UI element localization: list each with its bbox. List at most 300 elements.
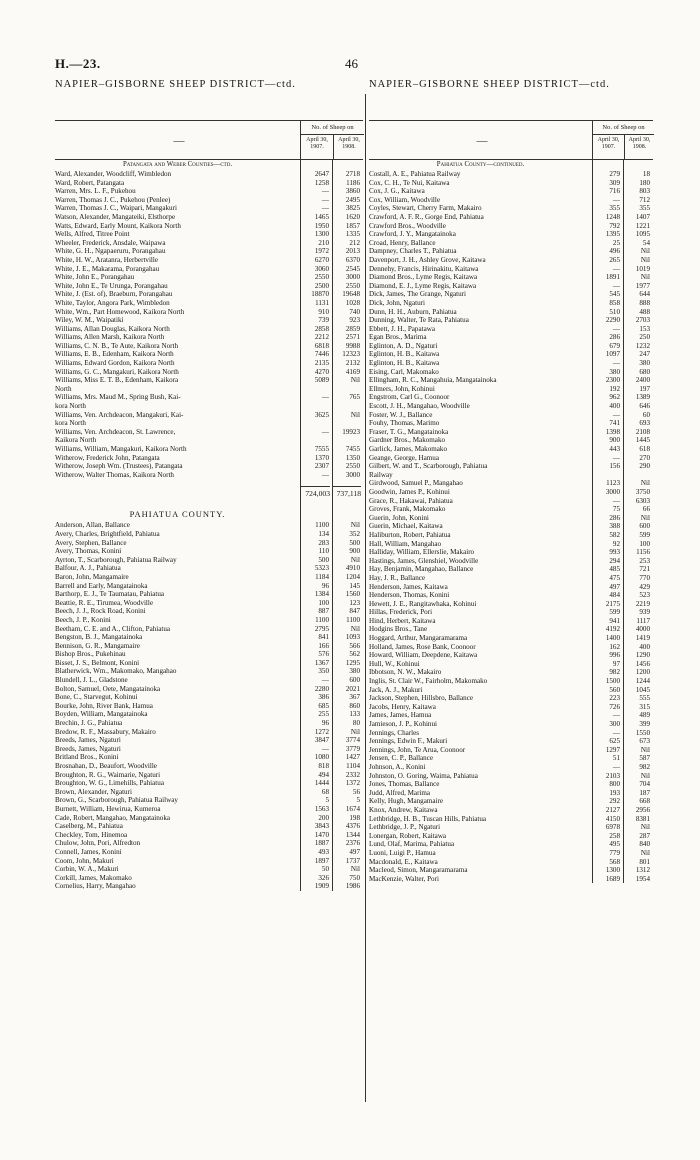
table-row	[369, 299, 653, 308]
sheep-1908: 1204	[345, 572, 360, 581]
year-1907-header: April 30, 1907.	[597, 137, 620, 150]
table-row	[55, 788, 363, 797]
table-row	[369, 686, 653, 695]
table-row	[369, 376, 653, 385]
table-row	[369, 651, 653, 660]
sheep-1908: 523	[639, 591, 650, 600]
owner-name: Caselberg, M., Pahiatua	[55, 822, 123, 831]
table-row	[55, 796, 363, 805]
sheep-1908: 488	[639, 307, 650, 316]
table-row	[55, 428, 363, 437]
sheep-1907: 576	[318, 650, 329, 659]
sheep-1907: 1097	[605, 350, 620, 359]
table-row	[55, 848, 363, 857]
table-row	[55, 247, 363, 256]
sheep-1907: —	[612, 711, 620, 720]
sheep-1908: 566	[349, 641, 360, 650]
sheep-1907: 2500	[314, 281, 329, 290]
sheep-1908: 1093	[345, 633, 360, 642]
sheep-1907: 2127	[605, 805, 620, 814]
sheep-1907: 7446	[314, 350, 329, 359]
sheep-1907: 68	[321, 787, 329, 796]
sheep-1907: 741	[609, 419, 620, 428]
sheep-1908: 599	[639, 530, 650, 539]
sheep-1907: 6270	[314, 255, 329, 264]
sheep-1908: 3774	[345, 736, 360, 745]
table-row	[369, 170, 653, 179]
sheep-1908: 1104	[346, 762, 360, 770]
sheep-1908: 2956	[635, 805, 650, 814]
sheep-1907: 510	[609, 307, 620, 316]
right-column-title: NAPIER–GISBORNE SHEEP DISTRICT—ctd.	[369, 79, 610, 90]
table-row	[369, 265, 653, 274]
sheep-1908: 489	[639, 711, 650, 720]
spacer	[55, 479, 363, 486]
sheep-1907: 800	[609, 780, 620, 789]
left-table-header	[55, 120, 363, 160]
sheep-1908: 2495	[345, 195, 360, 204]
sheep-1907: 75	[612, 505, 620, 514]
sheep-1908: Nil	[640, 823, 650, 832]
sheep-1908: 187	[639, 788, 650, 797]
sheep-1908: 2013	[345, 247, 360, 256]
owner-name: Davenport, J. H., Ashley Grove, Kaitawa	[369, 255, 486, 264]
sheep-1907: —	[612, 264, 620, 273]
sheep-1908: 7455	[345, 445, 360, 453]
sheep-1908: 1045	[635, 685, 650, 694]
owner-name: Hay, J. R., Ballance	[369, 573, 426, 582]
sheep-1907: 1100	[315, 615, 329, 624]
table-row	[55, 359, 363, 368]
total-1907: 724,003	[300, 486, 330, 501]
sheep-1908: Nil	[350, 555, 360, 564]
sheep-1907: 494	[318, 770, 329, 779]
owner-name: Jones, Thomas, Ballance	[369, 780, 440, 789]
sheep-1907: 350	[318, 667, 329, 676]
sheep-1907: 1897	[314, 856, 329, 865]
table-row	[55, 814, 363, 823]
sheep-1908: 673	[639, 737, 650, 746]
table-row	[55, 521, 363, 530]
sheep-1907: 484	[609, 591, 620, 600]
owner-name: Dunning, Walter, Te Rata, Pahiatua	[369, 316, 469, 325]
owner-name: Connell, James, Konini	[55, 847, 122, 856]
table-row	[369, 222, 653, 231]
owner-name: Groves, Frank, Makomako	[369, 505, 446, 514]
owner-name: Williams, Allen Marsh, Kaikora North	[55, 333, 165, 342]
table-row	[55, 299, 363, 308]
table-row	[369, 497, 653, 506]
sheep-1907: 1395	[605, 230, 620, 239]
owner-name: Britland Bros., Konini	[55, 753, 119, 762]
sheep-1908: 4000	[635, 625, 650, 634]
owner-name: Egan Bros., Marima	[369, 333, 427, 342]
sheep-1908: 500	[349, 538, 360, 547]
sheep-1908: 923	[349, 316, 360, 325]
table-row	[369, 531, 653, 540]
sheep-1907: 910	[318, 307, 329, 316]
sheep-1907: —	[612, 324, 620, 333]
owner-name: Avery, Charles, Brightfield, Pahiatua	[55, 529, 160, 538]
sheep-1907: 92	[612, 539, 620, 548]
table-row	[55, 865, 363, 874]
owner-name: Williams, Mrs. Maud M., Spring Bush, Kai-	[55, 393, 181, 402]
table-row	[55, 342, 363, 351]
owner-name: Brown, G., Scarborough, Pahiatua Railway	[55, 796, 178, 805]
table-row	[55, 745, 363, 754]
table-row	[369, 772, 653, 781]
owner-name: Bennison, G. R., Mangamaire	[55, 641, 140, 650]
owner-name: Howard, William, Deepdene, Kaitawa	[369, 651, 478, 660]
owner-name: Ayrton, T., Scarborough, Pahiatua Railway	[55, 555, 177, 564]
owner-name: Jennings, John, Te Arua, Coonoor	[369, 745, 466, 754]
owner-name: Witherow, Joseph Wm. (Trustees), Patangata	[55, 462, 183, 471]
sheep-1907: 4192	[605, 625, 620, 634]
sheep-1907: 96	[321, 581, 329, 590]
owner-name: Ellmers, John, Kohinui	[369, 384, 435, 393]
sheep-1908: 145	[349, 581, 360, 590]
sheep-1907: 1300	[314, 230, 329, 239]
sheep-1907: 4150	[605, 814, 620, 823]
owner-name: White, J. (Est. of), Braeburn, Porangahau	[55, 290, 173, 299]
section-heading: PAHIATUA COUNTY.	[129, 509, 226, 520]
sheep-1907: 4270	[314, 367, 329, 376]
sheep-1907: 96	[321, 719, 329, 728]
sheep-1907: 386	[318, 693, 329, 702]
owner-name: kora North	[55, 419, 86, 428]
owner-name: Witherow, Frederick John, Patangata	[55, 453, 160, 462]
sheep-1908: 1977	[635, 281, 650, 290]
sheep-1908: 2132	[345, 359, 360, 368]
owner-name: Hastings, James, Glenshiel, Woodville	[369, 556, 479, 565]
sheep-1907: 818	[318, 762, 329, 770]
sheep-1907: 255	[318, 710, 329, 719]
owner-name: Hay, Benjamin, Mangahao, Ballance	[369, 565, 474, 574]
table-row	[55, 308, 363, 317]
sheep-1907: 485	[609, 565, 620, 574]
sheep-1907: 192	[609, 384, 620, 393]
sheep-1908: 847	[349, 607, 360, 616]
table-row	[369, 832, 653, 841]
owner-name: Barthorp, E. J., Te Taumatau, Pahiatua	[55, 590, 165, 599]
sheep-1907: 162	[609, 642, 620, 651]
sheep-1908: 1456	[635, 659, 650, 668]
table-row	[369, 308, 653, 317]
owner-name: Croad, Henry, Ballance	[369, 238, 436, 247]
table-row	[369, 385, 653, 394]
owner-name: Chulow, John, Pori, Alfredton	[55, 839, 141, 848]
owner-name: Crawford, A. F. R., Gorge End, Pahiatua	[369, 212, 484, 221]
sheep-1908: 2703	[635, 316, 650, 325]
table-row	[369, 789, 653, 798]
sheep-1908: 618	[639, 445, 650, 453]
table-row	[369, 479, 653, 488]
table-row	[55, 419, 363, 428]
table-row	[369, 711, 653, 720]
sheep-1908: Nil	[350, 376, 360, 385]
sheep-1907: 2300	[605, 376, 620, 385]
sheep-1907: 1184	[315, 572, 329, 581]
sheep-1908: 587	[639, 754, 650, 763]
owner-name: Corkill, James, Makomako	[55, 873, 132, 882]
sheep-1907: 1465	[314, 212, 329, 221]
sheep-1908: Nil	[350, 727, 360, 736]
sheep-1908: 355	[639, 204, 650, 213]
owner-name: Breeds, James, Ngaturi	[55, 736, 121, 745]
sheep-1908: 60	[642, 410, 650, 419]
sheep-1908: 198	[349, 813, 360, 822]
left-column-title: NAPIER–GISBORNE SHEEP DISTRICT—ctd.	[55, 79, 296, 90]
sheep-1908: 740	[349, 307, 360, 316]
table-row	[55, 239, 363, 248]
year-1908-header: April 30, 1908.	[333, 134, 364, 159]
sheep-1908: 1550	[635, 728, 650, 737]
sheep-1907: 2135	[314, 359, 329, 368]
owner-name: kora North	[55, 402, 86, 411]
sheep-1907: 716	[609, 187, 620, 196]
sheep-1907: 1384	[314, 590, 329, 599]
column-rule	[592, 160, 593, 883]
owner-name: Halliday, William, Ellerslie, Makairo	[369, 548, 475, 557]
owner-name: White, Taylor, Angora Park, Wimbledon	[55, 298, 170, 307]
sheep-1907: 900	[609, 436, 620, 445]
sheep-1908: 19923	[342, 427, 360, 436]
owner-name: Jennings, Edwin F., Makuri	[369, 737, 448, 746]
owner-name: Blundell, J. L., Gladstone	[55, 676, 128, 685]
owner-name: Cox, J. G., Kaitawa	[369, 187, 425, 196]
sheep-1908: 3000	[345, 470, 360, 479]
sheep-1907: —	[321, 427, 329, 436]
table-row	[55, 556, 363, 565]
table-row	[55, 530, 363, 539]
owner-name: Bishop Bros., Pukehinau	[55, 650, 126, 659]
sheep-1907: —	[612, 195, 620, 204]
owner-name: Eglinton, H. B., Kaitawa	[369, 350, 440, 359]
owner-name: Broughton, W. G., Limehills, Pahiatua	[55, 779, 164, 788]
name-column-header: —	[476, 135, 488, 147]
sheep-1907: 858	[609, 298, 620, 307]
table-row	[369, 368, 653, 377]
table-row	[369, 600, 653, 609]
sheep-1908: 1232	[635, 341, 650, 350]
page-code: H.—23.	[55, 56, 101, 71]
sheep-1908: 2718	[345, 170, 360, 178]
table-row	[369, 411, 653, 420]
owner-name: Goodwin, James P., Kohinui	[369, 487, 450, 496]
sheep-1907: 982	[609, 668, 620, 677]
table-row	[369, 393, 653, 402]
sheep-1907: —	[612, 453, 620, 462]
owner-name: Hoggard, Arthur, Mangaramarama	[369, 634, 468, 643]
table-row	[55, 316, 363, 325]
sheep-1908: 497	[349, 847, 360, 856]
owner-name: Balfour, A. J., Pahiatua	[55, 564, 121, 573]
left-table-body	[55, 160, 363, 891]
owner-name: Hind, Herbert, Kaitawa	[369, 616, 436, 625]
table-row	[369, 849, 653, 858]
total-1908: 737,118	[332, 486, 361, 501]
table-row	[55, 582, 363, 591]
table-row	[369, 754, 653, 763]
sheep-1908: 4376	[345, 822, 360, 831]
table-row	[55, 564, 363, 573]
table-row	[369, 316, 653, 325]
table-row	[55, 753, 363, 762]
sheep-1907: 1398	[605, 427, 620, 436]
sheep-1908: 555	[639, 694, 650, 703]
sheep-1907: 739	[318, 316, 329, 325]
owner-name: Brosnahan, D., Beaufort, Woodville	[55, 762, 157, 770]
table-row	[369, 187, 653, 196]
sheep-1907: 1300	[605, 866, 620, 875]
sheep-1908: 9988	[345, 341, 360, 350]
sheep-1907: 1563	[314, 804, 329, 813]
sheep-1907: 841	[318, 633, 329, 642]
owner-name: Williams, Ven. Archdeacon, Mangakuri, Kai-	[55, 410, 184, 419]
table-row	[369, 668, 653, 677]
sheep-1908: 3779	[345, 744, 360, 753]
table-row	[369, 454, 653, 463]
owner-name: Hewett, J. E., Rangitawhaka, Kohinui	[369, 599, 477, 608]
table-row	[55, 402, 363, 411]
table-row	[369, 703, 653, 712]
sheep-1908: 1100	[346, 615, 360, 624]
sheep-1908: 1350	[345, 453, 360, 462]
sheep-1907: 258	[609, 831, 620, 840]
owner-name: Lethbridge, J. P., Ngaturi	[369, 823, 441, 832]
owner-name: White, G. H., Ngapaeruru, Porangahau	[55, 247, 166, 256]
owner-name: Warren, Thomas J. C., Pukehou (Penlee)	[55, 195, 171, 204]
sheep-1908: 287	[639, 831, 650, 840]
right-table-header	[369, 120, 653, 160]
owner-name: Geange, George, Hamua	[369, 453, 439, 462]
sheep-1908: 1244	[635, 677, 650, 686]
sheep-1908: 801	[639, 857, 650, 866]
table-row	[369, 247, 653, 256]
sheep-1908: 1954	[635, 874, 650, 883]
sheep-1908: 2571	[345, 333, 360, 342]
owner-name: Ellingham, R. C., Mangahuia, Mangatainoka	[369, 376, 497, 385]
table-row	[55, 187, 363, 196]
sheep-1908: 1674	[345, 804, 360, 813]
sheep-1907: 443	[609, 445, 620, 453]
owner-name: Hodgins Bros., Tane	[369, 625, 428, 634]
sheep-1908: 197	[639, 384, 650, 393]
sheep-1907: 6978	[605, 823, 620, 832]
table-row	[55, 857, 363, 866]
sheep-1907: 568	[609, 857, 620, 866]
table-row	[369, 428, 653, 437]
table-row	[369, 583, 653, 592]
sheep-1908: 1407	[635, 212, 650, 221]
sheep-1907: 223	[609, 694, 620, 703]
owner-name: Cox, William, Woodville	[369, 195, 440, 204]
sheep-1907: 2858	[314, 324, 329, 333]
sheep-1908: 1372	[345, 779, 360, 788]
table-row	[369, 325, 653, 334]
sheep-1907: 493	[318, 847, 329, 856]
owner-name: Knox, Andrew, Kaitawa	[369, 805, 438, 814]
sheep-1908: 770	[639, 573, 650, 582]
owner-name: Eising, Carl, Makomako	[369, 367, 439, 376]
table-row	[55, 325, 363, 334]
table-row	[369, 462, 653, 471]
table-row	[55, 462, 363, 471]
owner-name: Beattie, R. E., Tirumea, Woodville	[55, 598, 154, 607]
sheep-1908: 721	[639, 565, 650, 574]
sheep-1908: 8381	[635, 814, 650, 823]
sheep-1907: 1100	[315, 521, 329, 530]
owner-name: Kaikora North	[55, 436, 97, 445]
sheep-1908: 19648	[342, 290, 360, 299]
sheep-1908: 2108	[635, 427, 650, 436]
table-row	[369, 282, 653, 291]
table-row	[369, 720, 653, 729]
sheep-1907: 2795	[314, 624, 329, 633]
owner-name: Beech, J. P., Konini	[55, 615, 111, 624]
sheep-1907: 2103	[605, 771, 620, 780]
owner-name: Coyles, Stewart, Cherry Farm, Makairo	[369, 204, 482, 213]
sheep-1908: 1419	[635, 634, 650, 643]
owner-name: Crawford Bros., Woodville	[369, 221, 446, 230]
owner-name: Hull, W., Kohinui	[369, 659, 420, 668]
sheep-1908: 6370	[345, 255, 360, 264]
sheep-1907: 2212	[314, 333, 329, 342]
table-row	[55, 204, 363, 213]
sheep-1908: Nil	[640, 255, 650, 264]
owner-name: Avery, Thomas, Konini	[55, 547, 122, 556]
sheep-1907: 388	[609, 522, 620, 531]
table-row	[369, 643, 653, 652]
owner-name: Henderson, James, Kaitawa	[369, 582, 448, 591]
sheep-1908: 4169	[345, 367, 360, 376]
sheep-1908: 1028	[345, 298, 360, 307]
owner-name: Girdwood, Samuel P., Mangahao	[369, 479, 463, 488]
year-1907-header: April 30, 1907.	[306, 137, 328, 150]
table-row	[369, 763, 653, 772]
sheep-count-title: No. of Sheep on	[602, 124, 645, 131]
owner-name: Macdonald, E., Kaitawa	[369, 857, 438, 866]
table-row	[55, 607, 363, 616]
sheep-1907: 496	[609, 247, 620, 256]
table-row	[55, 650, 363, 659]
owner-name: Hall, William, Mangahao	[369, 539, 442, 548]
sheep-1908: 644	[639, 290, 650, 299]
owner-name: Luoni, Luigi P., Hamua	[369, 848, 436, 857]
sheep-1907: 475	[609, 573, 620, 582]
table-row	[55, 779, 363, 788]
sheep-1907: 3000	[605, 487, 620, 496]
sheep-1908: 3750	[635, 487, 650, 496]
sheep-1908: Nil	[350, 410, 360, 419]
table-row	[55, 265, 363, 274]
sheep-1907: —	[612, 359, 620, 368]
sheep-1908: 2219	[635, 599, 650, 608]
sheep-1908: 180	[639, 178, 650, 187]
table-row	[55, 471, 363, 480]
sheep-1908: 6303	[635, 496, 650, 505]
sheep-1907: —	[321, 393, 329, 402]
owner-name: Watson, Alexander, Mangateiki, Elsthorpe	[55, 212, 176, 221]
right-column	[369, 120, 653, 883]
sheep-1907: 110	[318, 547, 329, 556]
table-row	[55, 831, 363, 840]
sheep-1907: 1258	[314, 178, 329, 187]
sheep-1908: 1186	[346, 178, 360, 187]
table-row	[369, 522, 653, 531]
table-row	[55, 771, 363, 780]
sheep-1908: 2545	[345, 264, 360, 273]
